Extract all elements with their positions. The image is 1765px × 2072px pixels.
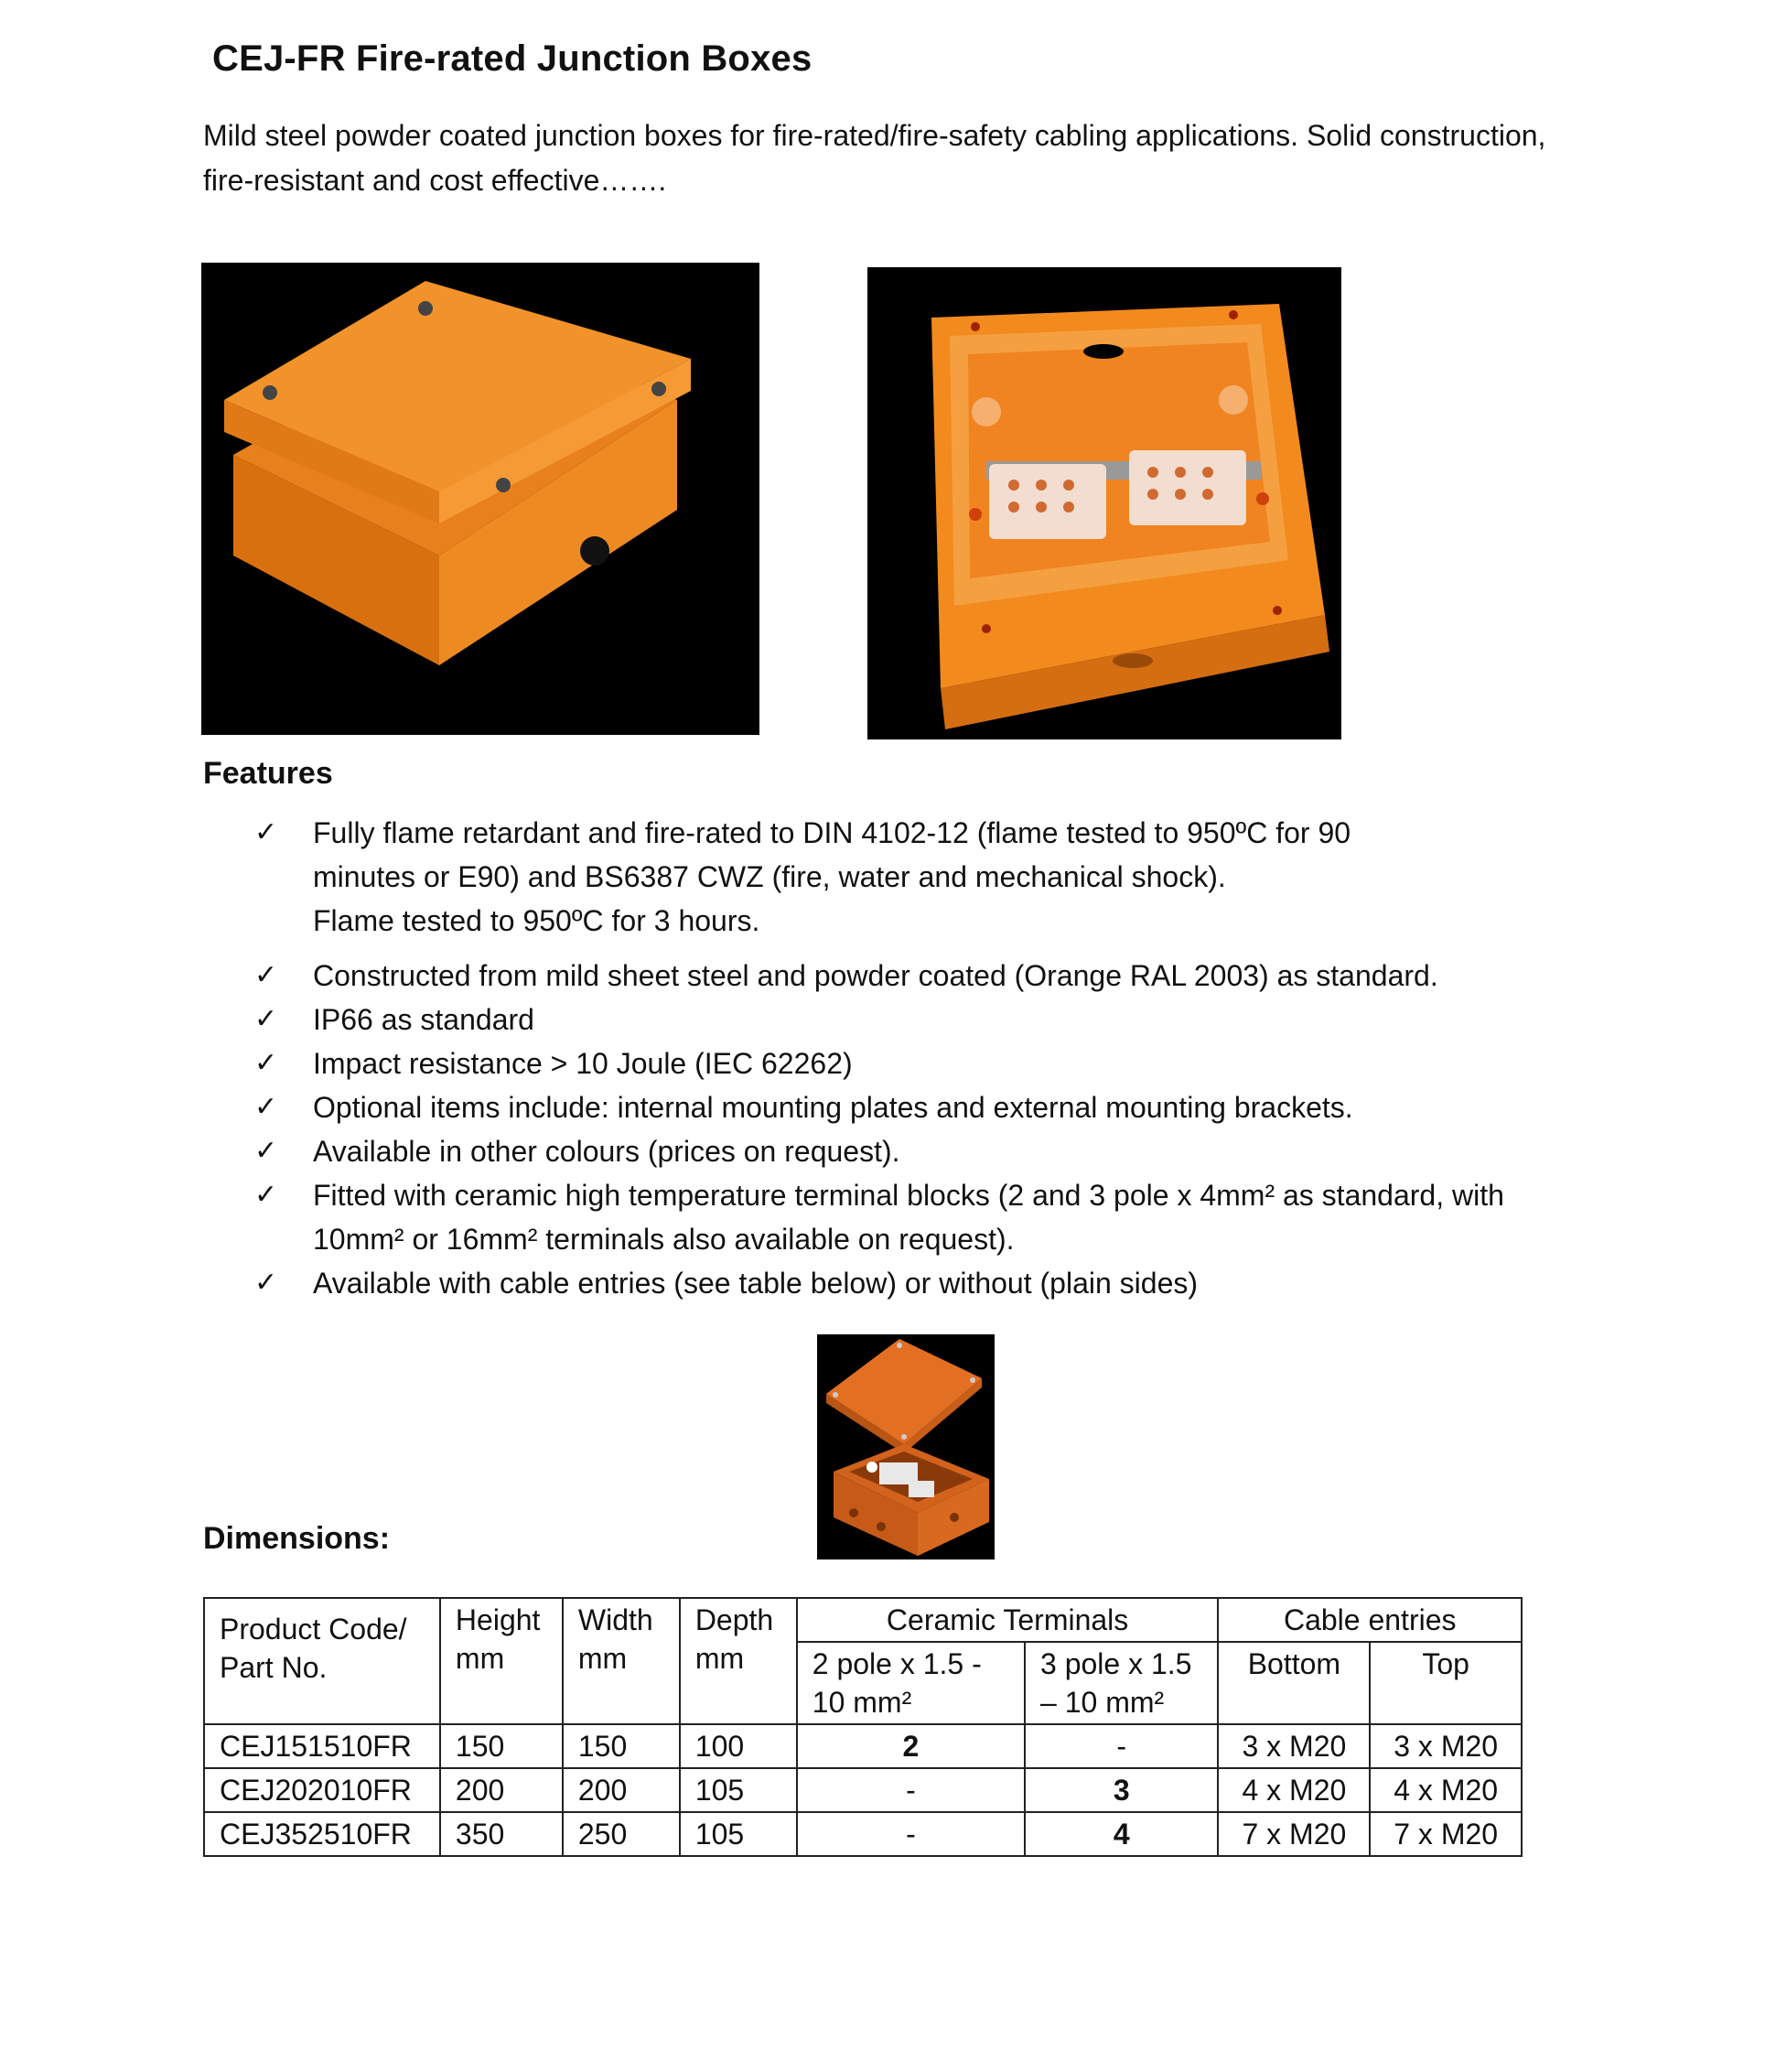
list-item: ✓ Available with cable entries (see table below) or without (plain sides): [254, 1261, 1599, 1305]
column-header-ceramic-terminals: Ceramic Terminals: [797, 1598, 1219, 1642]
column-header-2-pole: 2 pole x 1.5 - 10 mm²: [797, 1642, 1025, 1724]
features-heading: Features: [203, 756, 333, 791]
checkmark-icon: ✓: [254, 1003, 278, 1035]
checkmark-icon: ✓: [254, 1135, 278, 1167]
table-row: CEJ202010FR 200 200 105 - 3 4 x M20 4 x M20: [204, 1768, 1522, 1812]
features-list: [254, 811, 1599, 1305]
intro-text: Mild steel powder coated junction boxes for fire-rated/fire-safety cabling applications. Solid construction, fire-resistant and cost effective…….: [203, 119, 1546, 197]
dimensions-heading: Dimensions:: [203, 1521, 391, 1556]
checkmark-icon: ✓: [254, 1179, 278, 1211]
column-header-3-pole: 3 pole x 1.5 – 10 mm²: [1025, 1642, 1218, 1724]
closed-junction-box-photo: [201, 263, 759, 735]
column-header-top: Top: [1370, 1642, 1522, 1724]
checkmark-icon: ✓: [254, 1267, 278, 1299]
column-header-depth: Depth mm: [680, 1598, 797, 1724]
open-junction-box-photo: [867, 267, 1341, 739]
table-row: CEJ352510FR 350 250 105 - 4 7 x M20 7 x M20: [204, 1812, 1522, 1856]
checkmark-icon: ✓: [254, 1047, 278, 1079]
checkmark-icon: ✓: [254, 1091, 278, 1123]
list-item: ✓ IP66 as standard: [254, 998, 1599, 1041]
list-item: ✓ Fitted with ceramic high temperature terminal blocks (2 and 3 pole x 4mm² as standard, with 10mm² or 16mm² terminals also available on request).: [254, 1173, 1599, 1261]
dimensions-table: [203, 1597, 1523, 1857]
column-header-bottom: Bottom: [1218, 1642, 1370, 1724]
list-item: ✓ Available in other colours (prices on request).: [254, 1129, 1599, 1173]
column-header-width: Width mm: [563, 1598, 680, 1724]
table-row: CEJ151510FR 150 150 100 2 - 3 x M20 3 x M20: [204, 1724, 1522, 1768]
exploded-junction-box-render: [817, 1334, 995, 1559]
checkmark-icon: ✓: [254, 816, 278, 848]
column-header-height: Height mm: [440, 1598, 563, 1724]
column-header-code: Product Code/ Part No.: [204, 1598, 440, 1724]
list-item: ✓ Optional items include: internal mounting plates and external mounting brackets.: [254, 1085, 1599, 1129]
checkmark-icon: ✓: [254, 959, 278, 991]
list-item: ✓ Constructed from mild sheet steel and powder coated (Orange RAL 2003) as standard.: [254, 954, 1599, 998]
list-item: ✓ Impact resistance > 10 Joule (IEC 62262): [254, 1041, 1599, 1085]
table-header-row: [204, 1598, 1522, 1642]
column-header-cable-entries: Cable entries: [1218, 1598, 1522, 1642]
page-title: CEJ-FR Fire-rated Junction Boxes: [212, 38, 813, 79]
list-item: ✓ Fully flame retardant and fire-rated to DIN 4102-12 (flame tested to 950ºC for 90 minutes or E90) and BS6387 CWZ (fire, water and mechanical shock). Flame tested to 950ºC for 3 hours.: [254, 811, 1599, 943]
